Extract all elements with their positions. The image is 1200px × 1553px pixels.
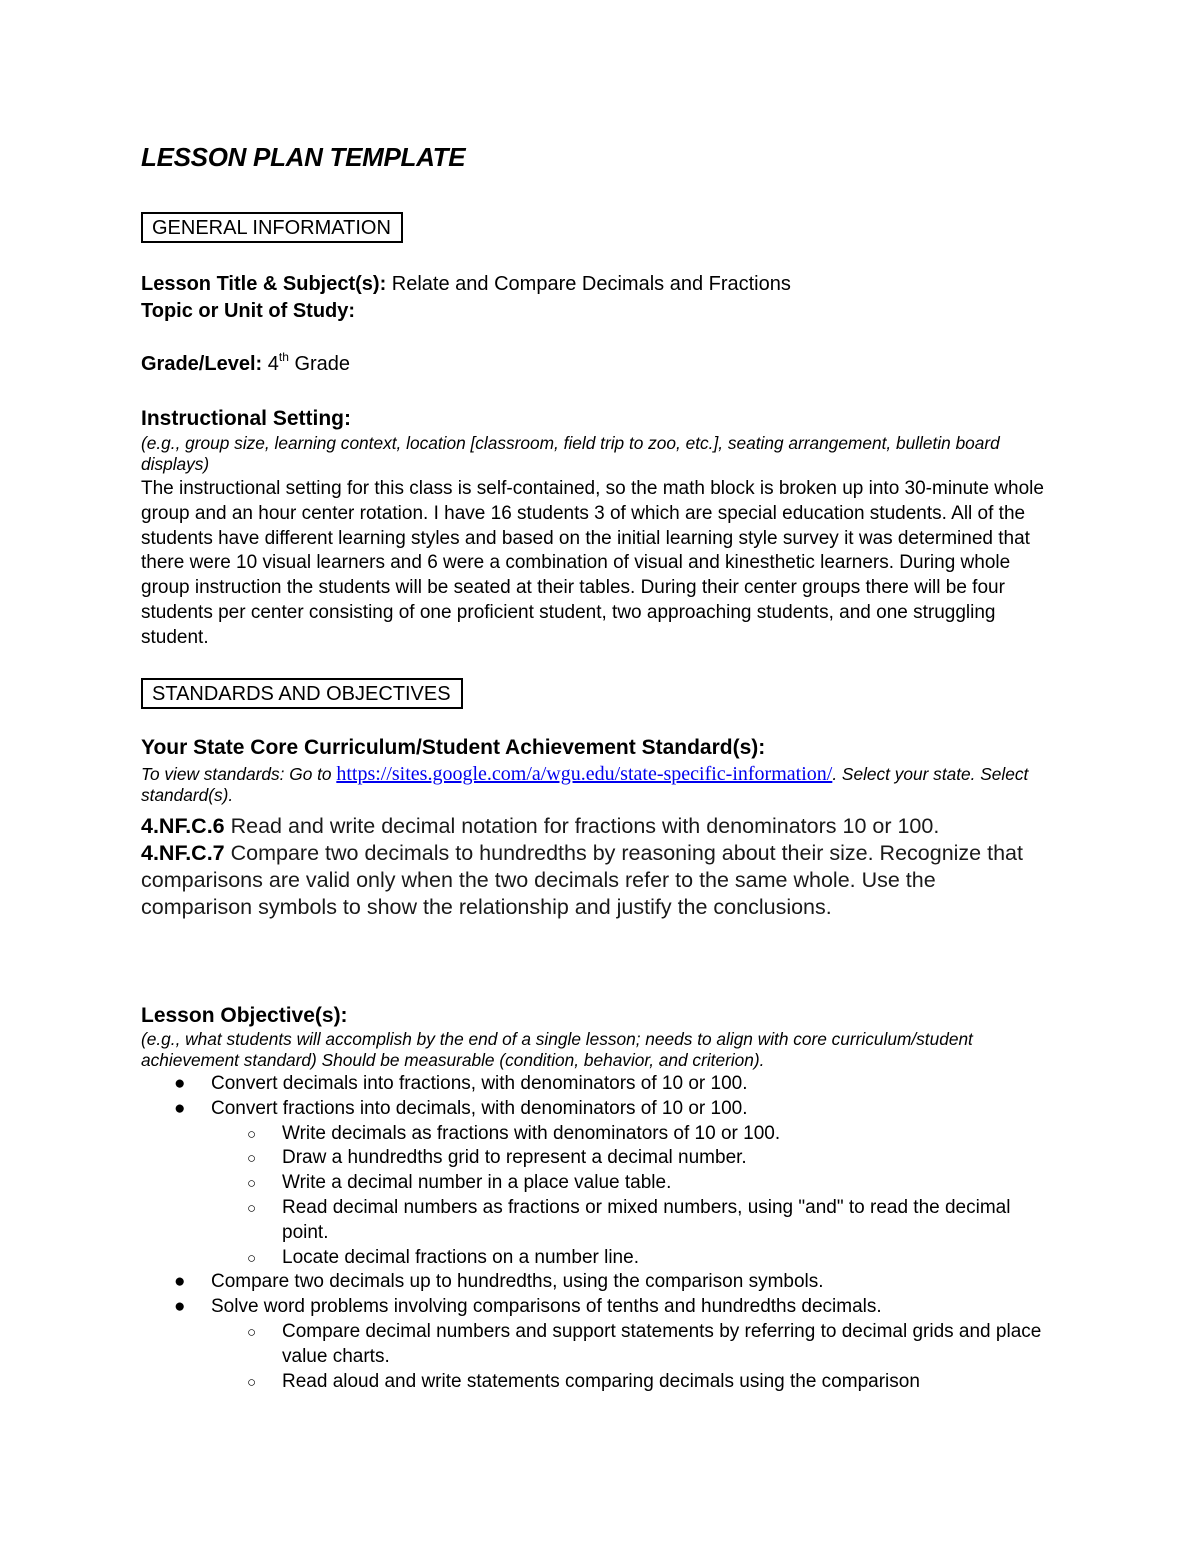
objective-item (141, 1246, 1042, 1271)
bullet-icon: ● (174, 1296, 186, 1318)
objective-text: Read decimal numbers as fractions or mixed numbers, using "and" to read the decimal point. (282, 1196, 1011, 1243)
objectives-list (141, 1072, 1071, 1394)
grade-suffix: Grade (294, 353, 351, 375)
section-heading-standards: STANDARDS AND OBJECTIVES (141, 678, 463, 709)
objective-item (141, 1320, 1042, 1370)
objective-text: Write decimals as fractions with denominators of 10 or 100. (282, 1122, 781, 1144)
instructional-setting-text: The instructional setting for this class is self-contained, so the math block is broken up into 30-minute whole group and an hour center rotation. I have 16 students 3 of which are special education students. All of the students have different learning styles and based on the initial learning style survey it was determined that there were 10 visual learners and 6 were a combination of visual and kinesthetic learners. During whole group instruction the students will be seated at their tables. During their center groups there will be four students per center consisting of one proficient student, two approaching students, and one struggling student. (141, 478, 1044, 648)
circle-bullet-icon: ○ (247, 1150, 257, 1168)
objective-text: Convert fractions into decimals, with denominators of 10 or 100. (211, 1097, 748, 1119)
objective-item (141, 1122, 1042, 1147)
view-standards-suffix: . Select your state. Select standard(s). (141, 764, 1029, 805)
standard-item (141, 840, 1041, 921)
circle-bullet-icon: ○ (247, 1175, 257, 1193)
objective-text: Solve word problems involving comparisons of tenths and hundredths decimals. (211, 1296, 882, 1318)
standard-text: Compare two decimals to hundredths by reasoning about their size. Recognize that comparisons are valid only when the two decimals refer to the same whole. Use the comparison symbols to show the relationship and justify the conclusions. (141, 841, 1023, 919)
bullet-icon: ● (174, 1271, 186, 1293)
circle-bullet-icon: ○ (247, 1249, 257, 1267)
objective-text: Convert decimals into fractions, with denominators of 10 or 100. (211, 1073, 748, 1094)
section-heading-general: GENERAL INFORMATION (141, 212, 403, 243)
standard-item (141, 813, 1041, 840)
objective-item (141, 1097, 1071, 1122)
lesson-objective-label: Lesson Objective(s): (141, 1004, 348, 1027)
standards-list (141, 813, 1041, 921)
view-standards-hint (141, 764, 1071, 806)
standards-link[interactable]: https://sites.google.com/a/wgu.edu/state-specific-information/ (336, 763, 833, 785)
objective-text: Read aloud and write statements comparing decimals using the comparison (282, 1370, 920, 1392)
objective-text: Locate decimal fractions on a number line. (282, 1246, 639, 1268)
bullet-icon: ● (174, 1073, 186, 1094)
objective-item (141, 1295, 1071, 1320)
objective-item (141, 1171, 1042, 1196)
objective-item (141, 1072, 1071, 1097)
circle-bullet-icon: ○ (247, 1125, 257, 1143)
circle-bullet-icon: ○ (247, 1323, 257, 1341)
objective-item (141, 1146, 1042, 1171)
core-standard-label: Your State Core Curriculum/Student Achievement Standard(s): (141, 736, 766, 759)
instructional-setting-label: Instructional Setting: (141, 407, 351, 430)
objective-item (141, 1270, 1071, 1295)
grade-row (141, 352, 350, 377)
bullet-icon: ● (174, 1097, 186, 1119)
lesson-title-value: Relate and Compare Decimals and Fractions (391, 273, 791, 295)
objective-text: Compare decimal numbers and support statements by referring to decimal grids and place value charts. (282, 1320, 1042, 1367)
grade-label: Grade/Level: (141, 353, 263, 375)
view-standards-prefix: To view standards: Go to (141, 764, 337, 784)
standard-text: Read and write decimal notation for fractions with denominators 10 or 100. (224, 814, 940, 838)
grade-sup: th (278, 350, 289, 365)
page-title: LESSON PLAN TEMPLATE (141, 142, 466, 172)
lesson-title-label: Lesson Title & Subject(s): (141, 273, 387, 295)
topic-label: Topic or Unit of Study: (141, 300, 356, 322)
instructional-setting-hint: (e.g., group size, learning context, location [classroom, field trip to zoo, etc.], seating arrangement, bulletin board displays) (141, 433, 1000, 474)
circle-bullet-icon: ○ (247, 1199, 257, 1217)
objective-item (141, 1196, 1042, 1246)
standard-code: 4.NF.C.7 (141, 841, 225, 865)
objective-text: Compare two decimals up to hundredths, using the comparison symbols. (211, 1271, 824, 1293)
lesson-title-row (141, 272, 791, 297)
grade-number: 4 (267, 353, 279, 375)
lesson-objective-hint: (e.g., what students will accomplish by the end of a single lesson; needs to align with core curriculum/student achievement standard) Should be measurable (condition, behavior, and criterion). (141, 1029, 973, 1070)
objective-text: Draw a hundredths grid to represent a decimal number. (282, 1147, 747, 1169)
standard-code: 4.NF.C.6 (141, 814, 225, 838)
objective-item (141, 1370, 1042, 1395)
objective-text: Write a decimal number in a place value table. (282, 1172, 672, 1194)
circle-bullet-icon: ○ (247, 1373, 257, 1391)
